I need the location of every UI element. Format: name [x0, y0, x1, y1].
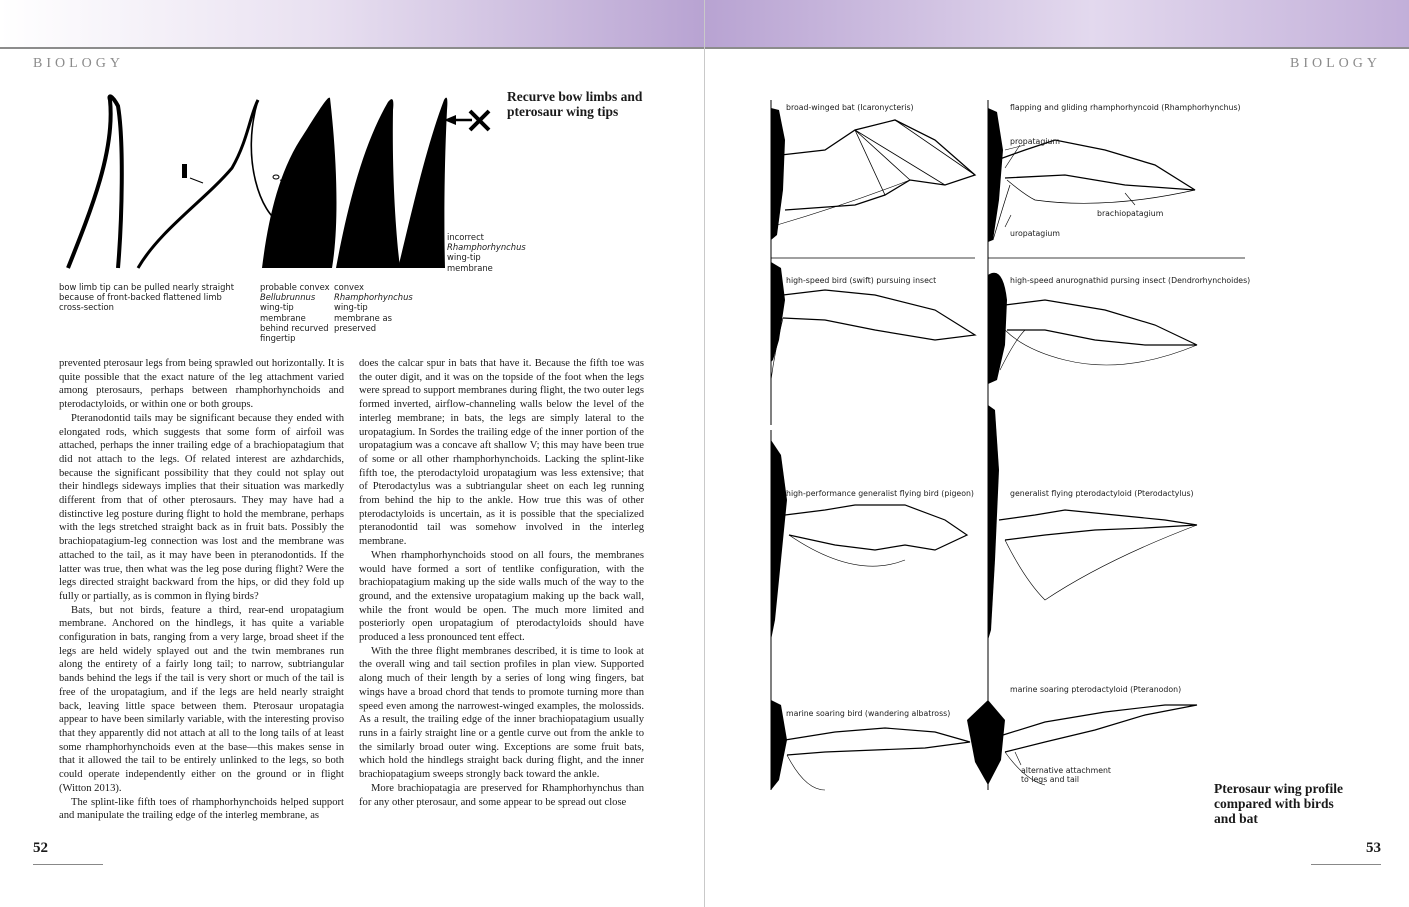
- paragraph: The splint-like fifth toes of rhamphorhynchoids helped support and manipulate the trailing edge of the interleg membrane, as: [59, 796, 344, 822]
- paragraph: When rhamphorhynchoids stood on all fours, the membranes would have formed a sort of tentlike configuration, with the brachiopatagium making up the side walls much of the way to the ground, and the extensive uropatagium making up the back wall, while the front would be open. The much more limited and posteriorly open uropatagium of pterodactyloids should have produced a less pronounced tent effect.: [359, 549, 644, 644]
- rhampho-incorrect-wingtip: [398, 98, 447, 268]
- pigeon-wing: [785, 505, 967, 550]
- bow-limb-curve: [68, 96, 122, 268]
- label-bat: broad-winged bat (Icaronycteris): [786, 103, 914, 112]
- bow-wingtip-figure: [0, 0, 704, 300]
- label-pteranodon: marine soaring pterodactyloid (Pteranodon): [1010, 685, 1182, 694]
- text-column-2: [359, 357, 644, 809]
- swift-wing: [783, 290, 975, 340]
- right-page: [705, 0, 1409, 907]
- page-number-right: 53: [1366, 840, 1381, 856]
- paragraph: More brachiopatagia are preserved for Rhamphorhynchus than for any other pterosaur, and some appear to be spread out close: [359, 782, 644, 808]
- paragraph: does the calcar spur in bats that have it. Because the fifth toe was the outer digit, and it was on the topside of the foot when the legs were spread to support membranes during flight, the two outer legs formed inverted, airflow-channeling walls below the level of the interleg membrane; in bats, the legs are simply lateral to the uropatagium. In Sordes the trailing edge of the inner portion of the uropatagium was a concave aft shallow V; this may have been true of some or all other rhamphorhynchoids. Lacking the splint-like fifth toe, the pterodactyloid uropatagium was less extensive; that of Pterodactylus was a subtriangular sheet on each leg running from behind the hip to the ankle. How true this was of other pterodactyloids is uncertain, as it is possible that the specialized pteranodontid tail was somehow involved in the interleg membrane.: [359, 358, 644, 548]
- caption-bow: bow limb tip can be pulled nearly straight because of front-backed flattened limb cross-section: [59, 282, 235, 313]
- paragraph: Pteranodontid tails may be significant because they ended with elongated rods, which suggests that some form of airfoil was attached, perhaps the inner trailing edge of a brachiopatagium that did not attach to the legs. Of related interest are azhdarchids, because the significant possibility that they could not splay out their hindlegs sideways implies that their situation was markedly different from that of other pterosaurs. They may have had a distinctive leg posture during flight to hold the membrane, perhaps with the legs stretched straight back as in fruit bats. Possibly the brachiopatagium-leg connection was lost and the membrane was attached to the tail, as it may have been in pteranodontids. If the latter was true, then what was the leg pose during flight? Were the legs directed straight backward from the hips, or did they fold up fully or partially, as is common in flying birds?: [59, 412, 344, 602]
- caption-bellubrunnus: probable convex Bellubrunnus wing-tip membrane behind recurved fingertip: [260, 282, 330, 344]
- rhampho-convex-wingtip: [336, 99, 400, 268]
- label-albatross: marine soaring bird (wandering albatross): [786, 709, 951, 718]
- caption-rhamphorhynchus: convex Rhamphorhynchus wing-tip membrane as preserved: [334, 282, 413, 333]
- swift-body: [771, 262, 785, 362]
- paragraph: Bats, but not birds, feature a third, rear-end uropatagium membrane. Anchored on the hindlegs, it has quite a variable configuration in bats, ranging from a very large, broad sheet if the legs are held widely splayed out and the twin membranes run along the entirety of a fairly long tail; to narrow, subtriangular bands behind the legs if the tail is very short or much of the tail is free of the uropatagium, and if the legs are held nearly straight back, leaving little space between them. Pterosaur uropatagia appear to have been similarly variable, with the interesting proviso that they apparently did not attach at all to the long tails of at least some rhamphorhynchoids even at the base—this makes sense in that it allowed the tail to be entirely unlinked to the legs, so both could operate independently either on the ground or in flight (Witton 2013).: [59, 604, 344, 794]
- label-rhamph: flapping and gliding rhamphorhyncoid (Rhamphorhynchus): [1010, 103, 1241, 112]
- label-brachiopatagium: brachiopatagium: [1097, 209, 1164, 218]
- label-alternative-attachment: alternative attachment to legs and tail: [1021, 766, 1111, 784]
- text-column-1: [59, 357, 344, 823]
- pigeon-body: [771, 440, 787, 640]
- paragraph: prevented pterosaur legs from being sprawled out horizontally. It is quite possible that the exact nature of the leg attachment varied among pterosaurs, perhaps between rhamphorhynchoids and pterodactyloids, or within one or both groups.: [59, 358, 344, 411]
- left-page: [0, 0, 704, 907]
- pteranodon-wing: [1003, 705, 1197, 752]
- caption-incorrect: incorrect Rhamphorhynchus wing-tip membrane: [447, 232, 526, 273]
- rhamph-body: [988, 108, 1003, 242]
- bow-marker: [182, 164, 187, 178]
- albatross-body: [771, 700, 787, 790]
- bellubrunnus-wingtip: [262, 98, 336, 268]
- bat-body: [771, 108, 785, 240]
- label-propatagium: propatagium: [1010, 137, 1060, 146]
- bat-wing: [781, 120, 975, 210]
- albatross-wing: [785, 728, 970, 755]
- ptero-body: [988, 405, 999, 640]
- ptero-wing: [999, 510, 1197, 540]
- bow-limb-second: [138, 100, 258, 268]
- label-pigeon: high-performance generalist flying bird (pigeon): [786, 489, 974, 498]
- figure-caption: Pterosaur wing profile compared with birds and bat: [1214, 781, 1343, 826]
- page-number-left: 52: [33, 840, 48, 856]
- running-head-left: BIOLOGY: [33, 56, 124, 71]
- folio-rule: [1311, 864, 1381, 865]
- label-uropatagium: uropatagium: [1010, 229, 1060, 238]
- rhamph-wing: [997, 140, 1195, 190]
- label-dendro: high-speed anurognathid pursing insect (Dendrorhynchoides): [1010, 276, 1251, 285]
- figure-title: Recurve bow limbs and pterosaur wing tips: [507, 89, 643, 119]
- running-head-right: BIOLOGY: [1290, 56, 1381, 71]
- pteranodon-body: [967, 700, 1005, 785]
- paragraph: With the three flight membranes described, it is time to look at the overall wing and tail section profiles in plan view. Supported along much of their length by a series of long wing fingers, bat wings have a broad chord that tends to promote turning more than speed even among the narrowest-winged examples, the molossids. As a result, the trailing edge of the inner brachiopatagium usually runs in a fairly straight line or a gentle curve out from the ankle to the similarly broad outer wing. Exceptions are some fruit bats, which hold the hindlegs straight back during flight, and the inner brachiopatagium sweeps strongly back toward the ankle.: [359, 645, 644, 781]
- dendro-body: [988, 273, 1007, 384]
- label-swift: high-speed bird (swift) pursuing insect: [786, 276, 937, 285]
- folio-rule: [33, 864, 103, 865]
- dendro-wing: [1005, 300, 1197, 345]
- label-ptero: generalist flying pterodactyloid (Pterodactylus): [1010, 489, 1194, 498]
